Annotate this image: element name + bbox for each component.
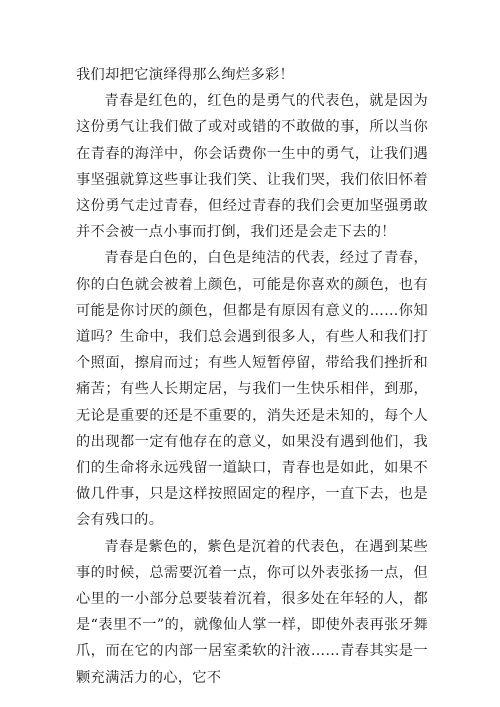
paragraph-3: 青春是白色的，白色是纯洁的代表，经过了青春，你的白色就会被着上颜色，可能是你喜欢的颜色，也有可能是你讨厌的颜色，但都是有原因有意义的……你知道吗？生命中，我们总会遇到很多人，有些人和我们打个照面，擦肩而过；有些人短暂停留，带给我们挫折和痛苦；有些人长期定居，与我们一生快乐相伴，到那，无论是重要的还是不重要的，消失还是未知的，每个人的出现都一定有他存在的意义，如果没有遇到他们，我们的生命将永远残留一道缺口，青春也是如此，如果不做几件事，只是这样按照固定的程序，一直下去，也是会有残口的。 (76, 250, 428, 529)
paragraph-4: 青春是紫色的，紫色是沉着的代表色，在遇到某些事的时候，总需要沉着一点，你可以外表张扬一点，但心里的一小部分总要装着沉着，很多处在年轻的人，都是“表里不一”的，就像仙人掌一样，即使外表再张牙舞爪，而在它的内部一居室柔软的汁液……青春其实是一颗充满活力的心，它不 (76, 538, 428, 686)
document-body (76, 62, 428, 691)
paragraph-1: 我们却把它演绎得那么绚烂多彩！ (76, 67, 295, 83)
paragraph-2: 青春是红色的，红色的是勇气的代表色，就是因为这份勇气让我们做了或对或错的不敢做的事，所以当你在青春的海洋中，你会话费你一生中的勇气，让我们遇事坚强就算这些事让我们笑、让我们哭，我们依旧怀着这份勇气走过青春，但经过青春的我们会更加坚强勇敢并不会被一点小事而打倒，我们还是会走下去的！ (76, 93, 428, 241)
